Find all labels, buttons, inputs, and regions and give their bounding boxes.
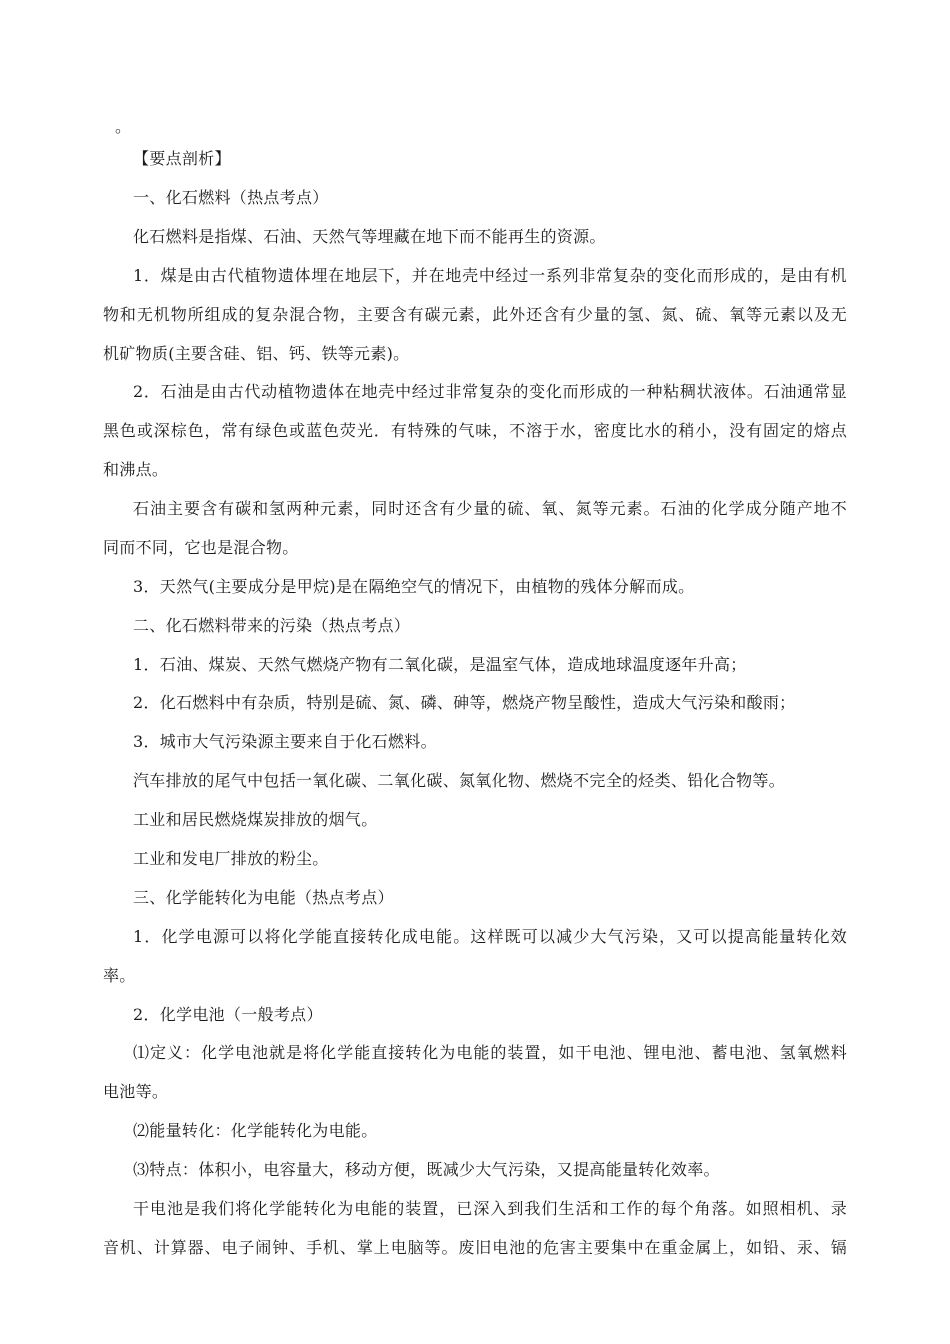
- section-heading-key-points: 【要点剖析】: [133, 149, 231, 168]
- paragraph-line: 汽车排放的尾气中包括一氧化碳、二氧化碳、氮氧化物、燃烧不完全的烃类、铅化合物等。: [133, 771, 786, 790]
- paragraph-line: 1．化学电源可以将化学能直接转化成电能。这样既可以减少大气污染，又可以提高能量转化效: [133, 927, 847, 946]
- paragraph-line: 工业和发电厂排放的粉尘。: [133, 849, 329, 868]
- paragraph-line: 3．城市大气污染源主要来自于化石燃料。: [133, 732, 437, 751]
- paragraph-line: 音机、计算器、电子闹钟、手机、掌上电脑等。废旧电池的危害主要集中在重金属上，如铅、汞、镉: [103, 1238, 847, 1257]
- paragraph-line: 工业和居民燃烧煤炭排放的烟气。: [133, 810, 378, 829]
- paragraph-line: 和沸点。: [103, 460, 169, 479]
- paragraph-line: 同而不同，它也是混合物。: [103, 538, 299, 557]
- paragraph-line: 电池等。: [103, 1082, 169, 1101]
- paragraph-line: 化石燃料是指煤、石油、天然气等埋藏在地下而不能再生的资源。: [133, 227, 606, 246]
- paragraph-line: 石油主要含有碳和氢两种元素，同时还含有少量的硫、氧、氮等元素。石油的化学成分随产地不: [133, 499, 847, 518]
- paragraph-line: 1．石油、煤炭、天然气燃烧产物有二氧化碳，是温室气体，造成地球温度逐年升高；: [133, 655, 747, 674]
- section-heading-chemical-energy: 三、化学能转化为电能（热点考点）: [133, 888, 394, 907]
- paragraph-line: ⑵能量转化：化学能转化为电能。: [133, 1121, 378, 1140]
- paragraph-line: 率。: [103, 966, 136, 985]
- section-heading-pollution: 二、化石燃料带来的污染（热点考点）: [133, 616, 411, 635]
- paragraph-line: 物和无机物所组成的复杂混合物，主要含有碳元素，此外还含有少量的氢、氮、硫、氧等元素以及无: [103, 305, 847, 324]
- paragraph-line: 2．石油是由古代动植物遗体在地壳中经过非常复杂的变化而形成的一种粘稠状液体。石油通常显: [133, 382, 847, 401]
- paragraph-line: 黑色或深棕色，常有绿色或蓝色荧光．有特殊的气味，不溶于水，密度比水的稍小，没有固定的熔点: [103, 421, 847, 440]
- paragraph-line: ⑶特点：体积小，电容量大，移动方便，既减少大气污染，又提高能量转化效率。: [133, 1160, 720, 1179]
- paragraph-line: 3．天然气(主要成分是甲烷)是在隔绝空气的情况下，由植物的残体分解而成。: [133, 577, 695, 596]
- section-heading-fossil-fuels: 一、化石燃料（热点考点）: [133, 188, 329, 207]
- paragraph-line: 1．煤是由古代植物遗体埋在地层下，并在地壳中经过一系列非常复杂的变化而形成的，是由有机: [133, 266, 847, 285]
- paragraph-line: 机矿物质(主要含硅、铝、钙、铁等元素)。: [103, 344, 410, 363]
- paragraph-line: ⑴定义：化学电池就是将化学能直接转化为电能的装置，如干电池、锂电池、蓄电池、氢氧燃料: [133, 1043, 847, 1062]
- paragraph-line: 2．化石燃料中有杂质，特别是硫、氮、磷、砷等，燃烧产物呈酸性，造成大气污染和酸雨；: [133, 693, 796, 712]
- leading-mark: 。: [115, 117, 132, 136]
- paragraph-line: 干电池是我们将化学能转化为电能的装置，已深入到我们生活和工作的每个角落。如照相机、录: [133, 1199, 847, 1218]
- subsection-heading-chemical-battery: 2．化学电池（一般考点）: [133, 1005, 323, 1024]
